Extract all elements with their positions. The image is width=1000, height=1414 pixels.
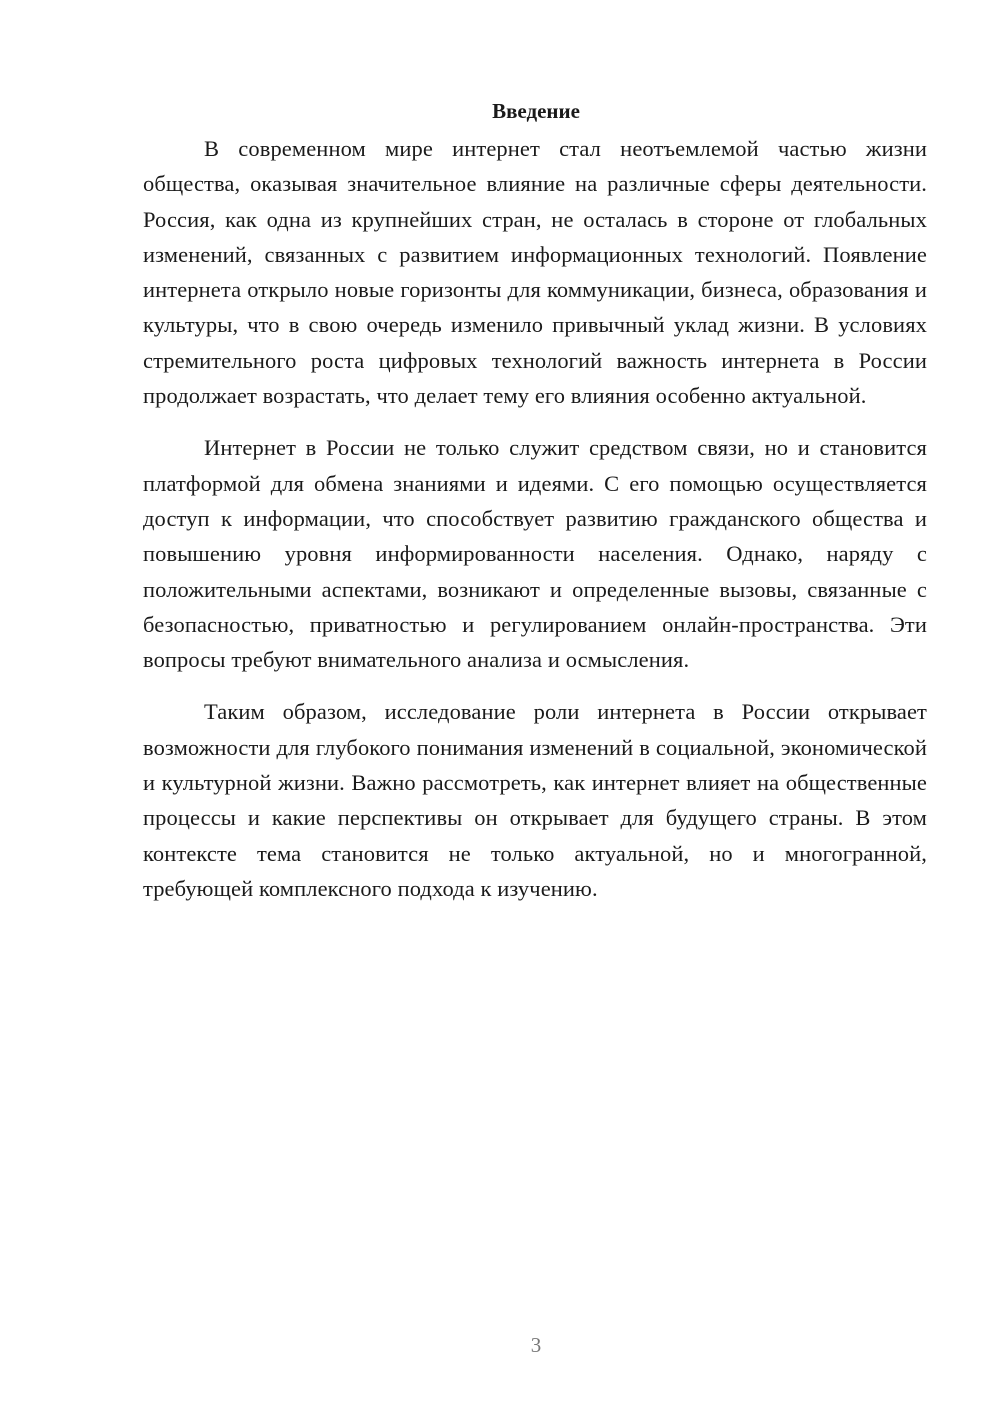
document-page xyxy=(143,96,927,923)
paragraph-2: Интернет в России не только служит средством связи, но и становится платформой для обмена знаниями и идеями. С его помощью осуществляется доступ к информации, что способствует развитию гражданского общества и повышению уровня информированности населения. Однако, наряду с положительными аспектами, возникают и определенные вызовы, связанные с безопасностью, приватностью и регулированием онлайн-пространства. Эти вопросы требуют внимательного анализа и осмысления. xyxy=(143,435,927,673)
page-number: 3 xyxy=(530,1333,542,1357)
section-heading: Введение xyxy=(492,99,580,123)
paragraph-1: В современном мире интернет стал неотъемлемой частью жизни общества, оказывая значительное влияние на различные сферы деятельности. Россия, как одна из крупнейших стран, не осталась в стороне от глобальных изменений, связанных с развитием информационных технологий. Появление интернета открыло новые горизонты для коммуникации, бизнеса, образования и культуры, что в свою очередь изменило привычный уклад жизни. В условиях стремительного роста цифровых технологий важность интернета в России продолжает возрастать, что делает тему его влияния особенно актуальной. xyxy=(143,136,927,409)
paragraph-3: Таким образом, исследование роли интернета в России открывает возможности для глубокого понимания изменений в социальной, экономической и культурной жизни. Важно рассмотреть, как интернет влияет на общественные процессы и какие перспективы он открывает для будущего страны. В этом контексте тема становится не только актуальной, но и многогранной, требующей комплексного подхода к изучению. xyxy=(143,699,927,901)
